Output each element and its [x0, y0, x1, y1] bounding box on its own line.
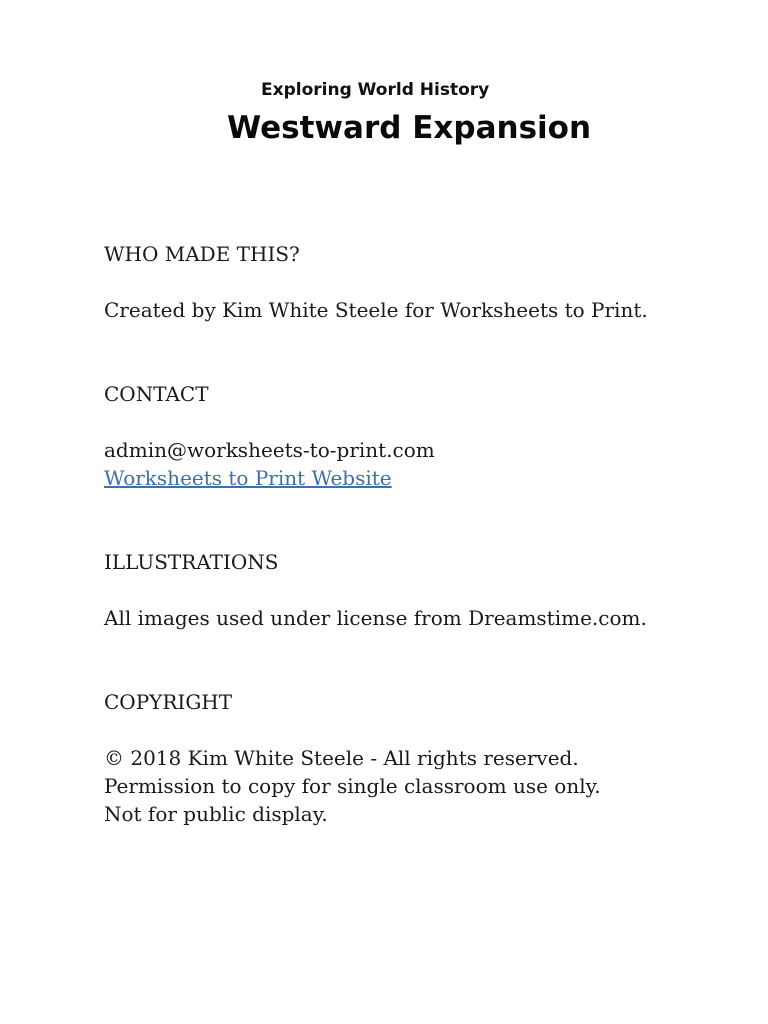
copyright-text: Not for public display. — [104, 802, 328, 826]
contact-email: admin@worksheets-to-print.com — [104, 438, 435, 462]
section-who — [104, 240, 704, 324]
section-heading: ILLUSTRATIONS — [104, 550, 279, 574]
copyright-text: Permission to copy for single classroom use only. — [104, 774, 601, 798]
section-text: Created by Kim White Steele for Worksheets to Print. — [104, 298, 648, 322]
series-subtitle: Exploring World History — [261, 80, 490, 100]
section-contact — [104, 380, 704, 492]
section-illustrations — [104, 548, 704, 632]
copyright-text: © 2018 Kim White Steele - All rights reserved. — [104, 746, 579, 770]
page-title: Westward Expansion — [227, 110, 592, 146]
section-heading: WHO MADE THIS? — [104, 242, 300, 266]
section-heading: CONTACT — [104, 382, 209, 406]
section-copyright — [104, 688, 704, 828]
document-body — [104, 240, 704, 828]
section-text: All images used under license from Dreamstime.com. — [104, 606, 647, 630]
section-heading: COPYRIGHT — [104, 690, 233, 714]
website-link[interactable]: Worksheets to Print Website — [104, 466, 392, 490]
